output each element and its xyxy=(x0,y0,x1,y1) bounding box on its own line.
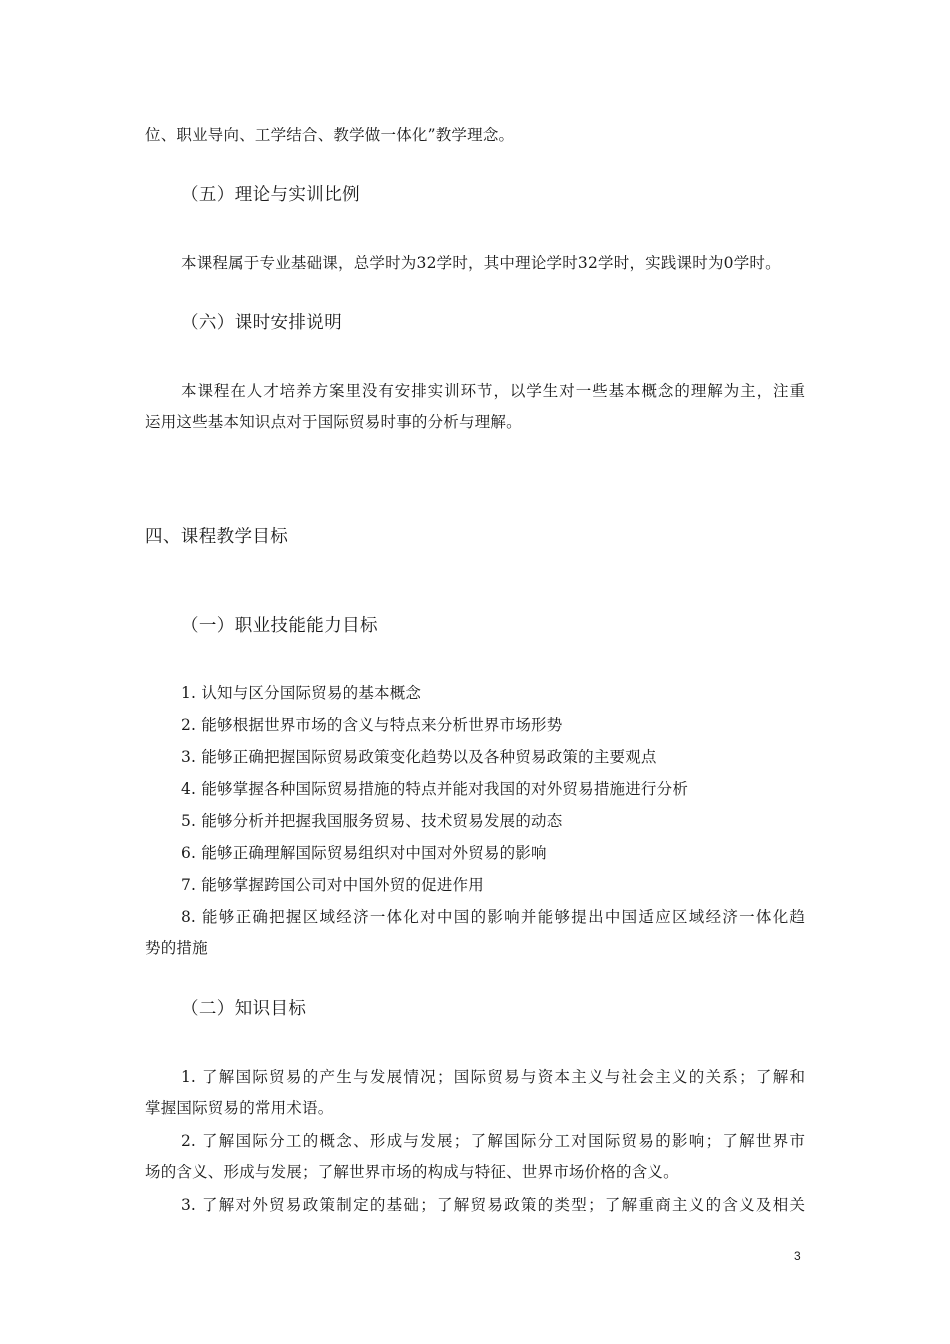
knowledge-item-3: 3. 了解对外贸易政策制定的基础；了解贸易政策的类型；了解重商主义的含义及相关 xyxy=(181,1196,805,1214)
skill-item-5: 5. 能够分析并把握我国服务贸易、技术贸易发展的动态 xyxy=(181,812,563,830)
knowledge-item-2-continuation: 场的含义、形成与发展；了解世界市场的构成与特征、世界市场价格的含义。 xyxy=(145,1163,679,1181)
paragraph-continuation: 位、职业导向、工学结合、教学做一体化”教学理念。 xyxy=(145,126,515,144)
section-5-body: 本课程属于专业基础课，总学时为32学时，其中理论学时32学时，实践课时为0学时。 xyxy=(181,254,781,272)
chapter-heading-4: 四、课程教学目标 xyxy=(145,527,289,547)
skill-item-1: 1. 认知与区分国际贸易的基本概念 xyxy=(181,684,422,702)
skill-item-3: 3. 能够正确把握国际贸易政策变化趋势以及各种贸易政策的主要观点 xyxy=(181,748,657,766)
section-6-body-line-1: 本课程在人才培养方案里没有安排实训环节，以学生对一些基本概念的理解为主，注重 xyxy=(181,382,805,400)
knowledge-item-1: 1. 了解国际贸易的产生与发展情况；国际贸易与资本主义与社会主义的关系；了解和 xyxy=(181,1068,805,1086)
section-heading-5: （五）理论与实训比例 xyxy=(181,185,360,205)
skill-item-2: 2. 能够根据世界市场的含义与特点来分析世界市场形势 xyxy=(181,716,563,734)
skill-item-8: 8. 能够正确把握区域经济一体化对中国的影响并能够提出中国适应区域经济一体化趋 xyxy=(181,908,805,926)
skill-item-4: 4. 能够掌握各种国际贸易措施的特点并能对我国的对外贸易措施进行分析 xyxy=(181,780,689,798)
skill-item-7: 7. 能够掌握跨国公司对中国外贸的促进作用 xyxy=(181,876,484,894)
section-heading-6: （六）课时安排说明 xyxy=(181,313,343,333)
knowledge-item-2: 2. 了解国际分工的概念、形成与发展；了解国际分工对国际贸易的影响；了解世界市 xyxy=(181,1132,805,1150)
subsection-heading-2: （二）知识目标 xyxy=(181,999,307,1019)
section-6-body-line-2: 运用这些基本知识点对于国际贸易时事的分析与理解。 xyxy=(145,413,522,431)
skill-item-8-continuation: 势的措施 xyxy=(145,939,208,957)
subsection-heading-1: （一）职业技能能力目标 xyxy=(181,616,378,636)
skill-item-6: 6. 能够正确理解国际贸易组织对中国对外贸易的影响 xyxy=(181,844,547,862)
page-number: 3 xyxy=(794,1249,801,1263)
knowledge-item-1-continuation: 掌握国际贸易的常用术语。 xyxy=(145,1099,334,1117)
